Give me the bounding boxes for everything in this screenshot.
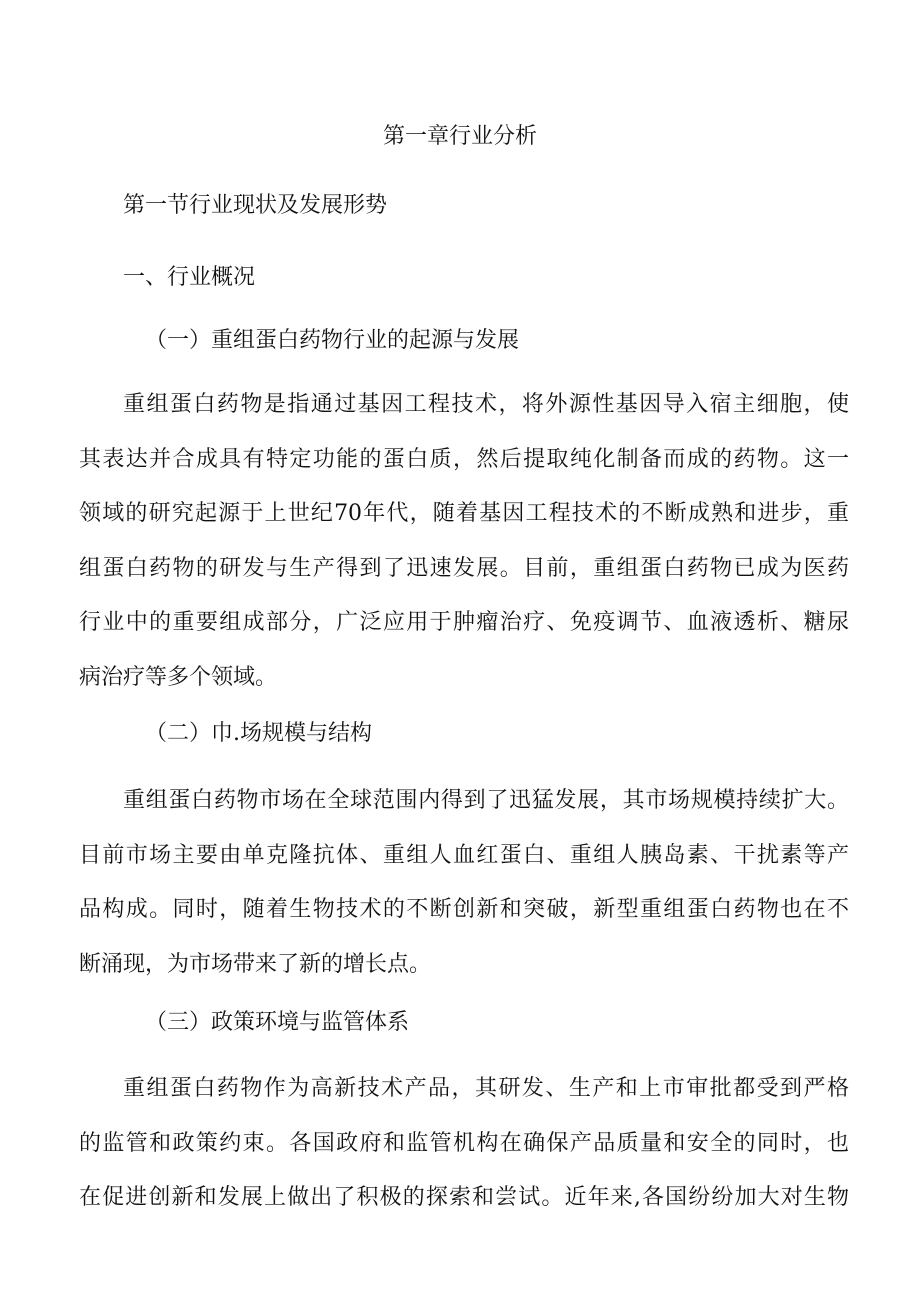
paragraph-line: 病治疗等多个领域。 [79, 664, 278, 690]
section-title: 第一节行业现状及发展形势 [123, 193, 388, 218]
paragraph-policy-regulation [79, 1062, 849, 1226]
paragraph-line: 目前市场主要由单克隆抗体、重组人血红蛋白、重组人胰岛素、干扰素等产 [79, 842, 849, 868]
paragraph-line: 行业中的重要组成部分，广泛应用于肿瘤治疗、免疫调节、血液透析、糖尿 [79, 610, 849, 635]
heading-origin-development: （一）重组蛋白药物行业的起源与发展 [145, 328, 520, 353]
subsection-title: 一、行业概况 [123, 265, 256, 290]
paragraph-line: 重组蛋白药物市场在全球范围内得到了迅猛发展，其市场规模持续扩大。 [123, 788, 849, 813]
paragraph-line: 重组蛋白药物是指通过基因工程技术，将外源性基因导入宿主细胞，使 [123, 392, 849, 417]
paragraph-line: 重组蛋白药物作为高新技术产品，其研发、生产和上市审批都受到严格 [123, 1076, 849, 1101]
paragraph-line: 其表达并合成具有特定功能的蛋白质，然后提取纯化制备而成的药物。这一 [79, 446, 849, 472]
chapter-title: 第一章行业分析 [382, 124, 537, 149]
paragraph-market-size [79, 774, 849, 992]
paragraph-line: 组蛋白药物的研发与生产得到了迅速发展。目前，重组蛋白药物已成为医药 [79, 555, 849, 581]
paragraph-line: 品构成。同时，随着生物技术的不断创新和突破，新型重组蛋白药物也在不 [79, 897, 849, 922]
paragraph-line: 的监管和政策约束。各国政府和监管机构在确保产品质量和安全的同时，也 [79, 1130, 849, 1156]
heading-market-size: （二）巾.场规模与结构 [145, 721, 372, 746]
paragraph-line: 断涌现，为市场带来了新的增长点。 [79, 951, 432, 977]
paragraph-line: 在促进创新和发展上做出了积极的探索和尝试。近年来,各国纷纷加大对生物 [79, 1185, 849, 1210]
paragraph-origin-development [79, 378, 849, 705]
paragraph-line: 领域的研究起源于上世纪70年代，随着基因工程技术的不断成熟和进步，重 [79, 501, 849, 526]
heading-policy-regulation: （三）政策环境与监管体系 [145, 1010, 410, 1035]
